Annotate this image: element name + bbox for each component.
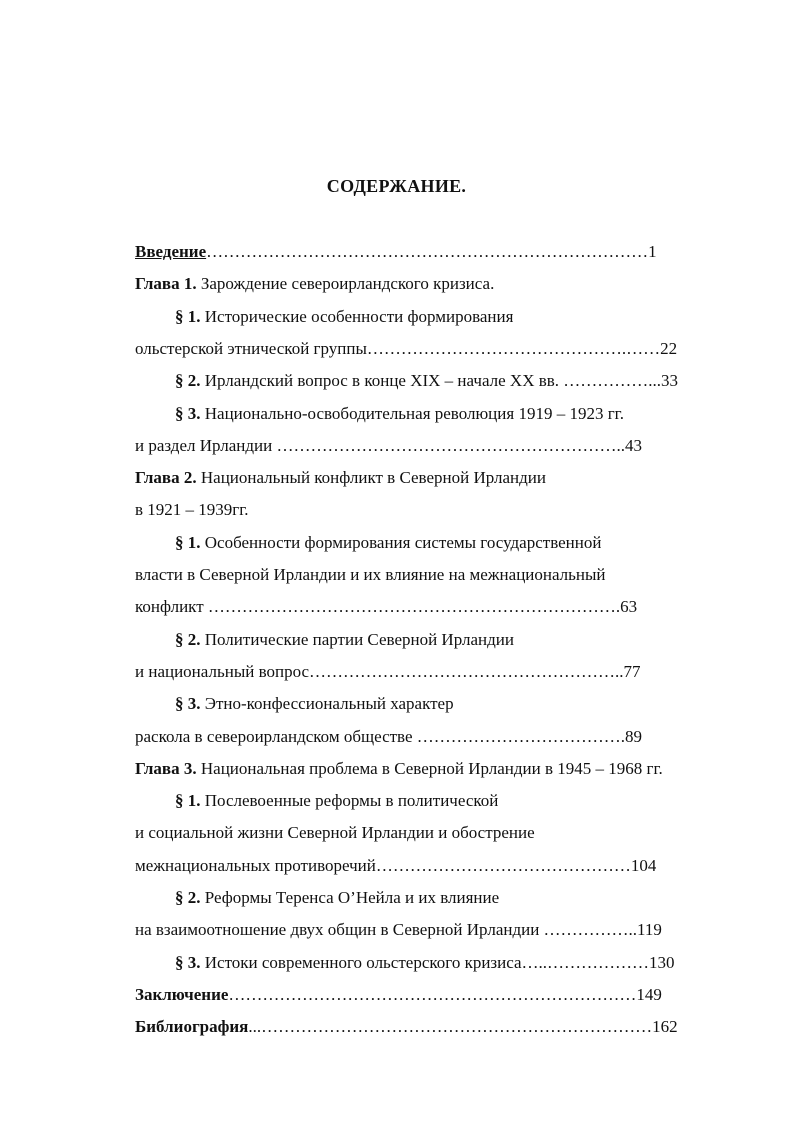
toc-text: Ирландский вопрос в конце XIX – начале XX вв. ……………...33 bbox=[200, 371, 679, 391]
toc-text: межнациональных противоречий………………………………………104 bbox=[135, 855, 657, 875]
toc-heading-label: § 2. bbox=[175, 629, 201, 649]
toc-text: на взаимоотношение двух общин в Северной Ирландии ……………..119 bbox=[135, 920, 662, 940]
toc-heading-label: § 1. bbox=[175, 306, 201, 326]
toc-line bbox=[135, 1015, 678, 1039]
toc-heading-label: Библиография bbox=[135, 1017, 249, 1037]
toc-line bbox=[175, 402, 624, 426]
toc-text: и социальной жизни Северной Ирландии и обострение bbox=[135, 823, 535, 843]
toc-line bbox=[175, 628, 514, 652]
toc-text: Исторические особенности формирования bbox=[200, 306, 514, 326]
toc-line bbox=[135, 595, 637, 619]
toc-heading-label: Глава 1. bbox=[135, 274, 197, 294]
toc-heading-label: § 1. bbox=[175, 532, 201, 552]
toc-text: конфликт ……………………………………………………………….63 bbox=[135, 597, 638, 617]
toc-line bbox=[175, 531, 601, 555]
toc-text: Истоки современного ольстерского кризиса…..………………130 bbox=[200, 952, 675, 972]
toc-text: ……………………………………………………………………1 bbox=[206, 242, 657, 261]
toc-line bbox=[175, 886, 499, 910]
toc-line bbox=[135, 466, 546, 490]
toc-line bbox=[135, 498, 249, 522]
toc-text: и раздел Ирландии ……………………………………………………..43 bbox=[135, 435, 643, 455]
toc-heading-label: § 3. bbox=[175, 403, 201, 423]
toc-line bbox=[135, 918, 662, 942]
toc-text: Послевоенные реформы в политической bbox=[200, 791, 499, 811]
toc-line bbox=[175, 305, 513, 329]
toc-line bbox=[135, 821, 535, 845]
toc-line bbox=[175, 789, 498, 813]
toc-text: Политические партии Северной Ирландии bbox=[200, 629, 514, 649]
toc-heading-label: Введение bbox=[135, 242, 207, 261]
toc-line bbox=[135, 757, 663, 781]
toc-heading-label: Заключение bbox=[135, 984, 229, 1004]
toc-text: раскола в североирландском обществе ……………………………….89 bbox=[135, 726, 643, 746]
toc-line bbox=[135, 337, 677, 361]
page-title: СОДЕРЖАНИЕ. bbox=[326, 176, 467, 196]
toc-heading-label: § 3. bbox=[175, 694, 201, 714]
toc-text: Особенности формирования системы государственной bbox=[200, 532, 602, 552]
toc-line bbox=[175, 951, 675, 975]
toc-text: Зарождение североирландского кризиса. bbox=[196, 274, 495, 294]
toc-text: Этно-конфессиональный характер bbox=[200, 694, 454, 714]
toc-heading-label: § 2. bbox=[175, 888, 201, 907]
toc-text: Национально-освободительная революция 1919 – 1923 гг. bbox=[200, 403, 624, 423]
toc-line bbox=[135, 854, 656, 878]
toc-line bbox=[135, 660, 641, 684]
toc-line bbox=[135, 272, 494, 296]
toc-heading-label: Глава 3. bbox=[135, 758, 197, 778]
toc-text: в 1921 – 1939гг. bbox=[135, 500, 249, 520]
toc-heading-label: Глава 2. bbox=[135, 468, 197, 488]
toc-text: и национальный вопрос………………………………………………..77 bbox=[135, 661, 641, 681]
toc-heading-label: § 3. bbox=[175, 952, 201, 972]
toc-line bbox=[175, 369, 678, 393]
toc-text: Национальный конфликт в Северной Ирландии bbox=[196, 468, 546, 488]
toc-line bbox=[135, 240, 657, 264]
toc-text: Реформы Теренса О’Нейла и их влияние bbox=[200, 888, 500, 907]
toc-text: ...……………………………………………………………162 bbox=[248, 1017, 678, 1037]
toc-text: Национальная проблема в Северной Ирландии в 1945 – 1968 гг. bbox=[196, 758, 663, 778]
toc-text: власти в Северной Ирландии и их влияние на межнациональный bbox=[135, 565, 606, 584]
toc-line bbox=[135, 983, 662, 1007]
toc-text: ольстерской этнической группы……………………………………….……22 bbox=[135, 338, 678, 358]
toc-line bbox=[175, 692, 454, 716]
toc-line bbox=[135, 725, 642, 749]
toc-line bbox=[135, 563, 606, 587]
toc-heading-label: § 1. bbox=[175, 791, 201, 811]
toc-heading-label: § 2. bbox=[175, 371, 201, 391]
toc-line bbox=[135, 434, 642, 458]
toc-text: ………………………………………………………………149 bbox=[228, 984, 662, 1004]
